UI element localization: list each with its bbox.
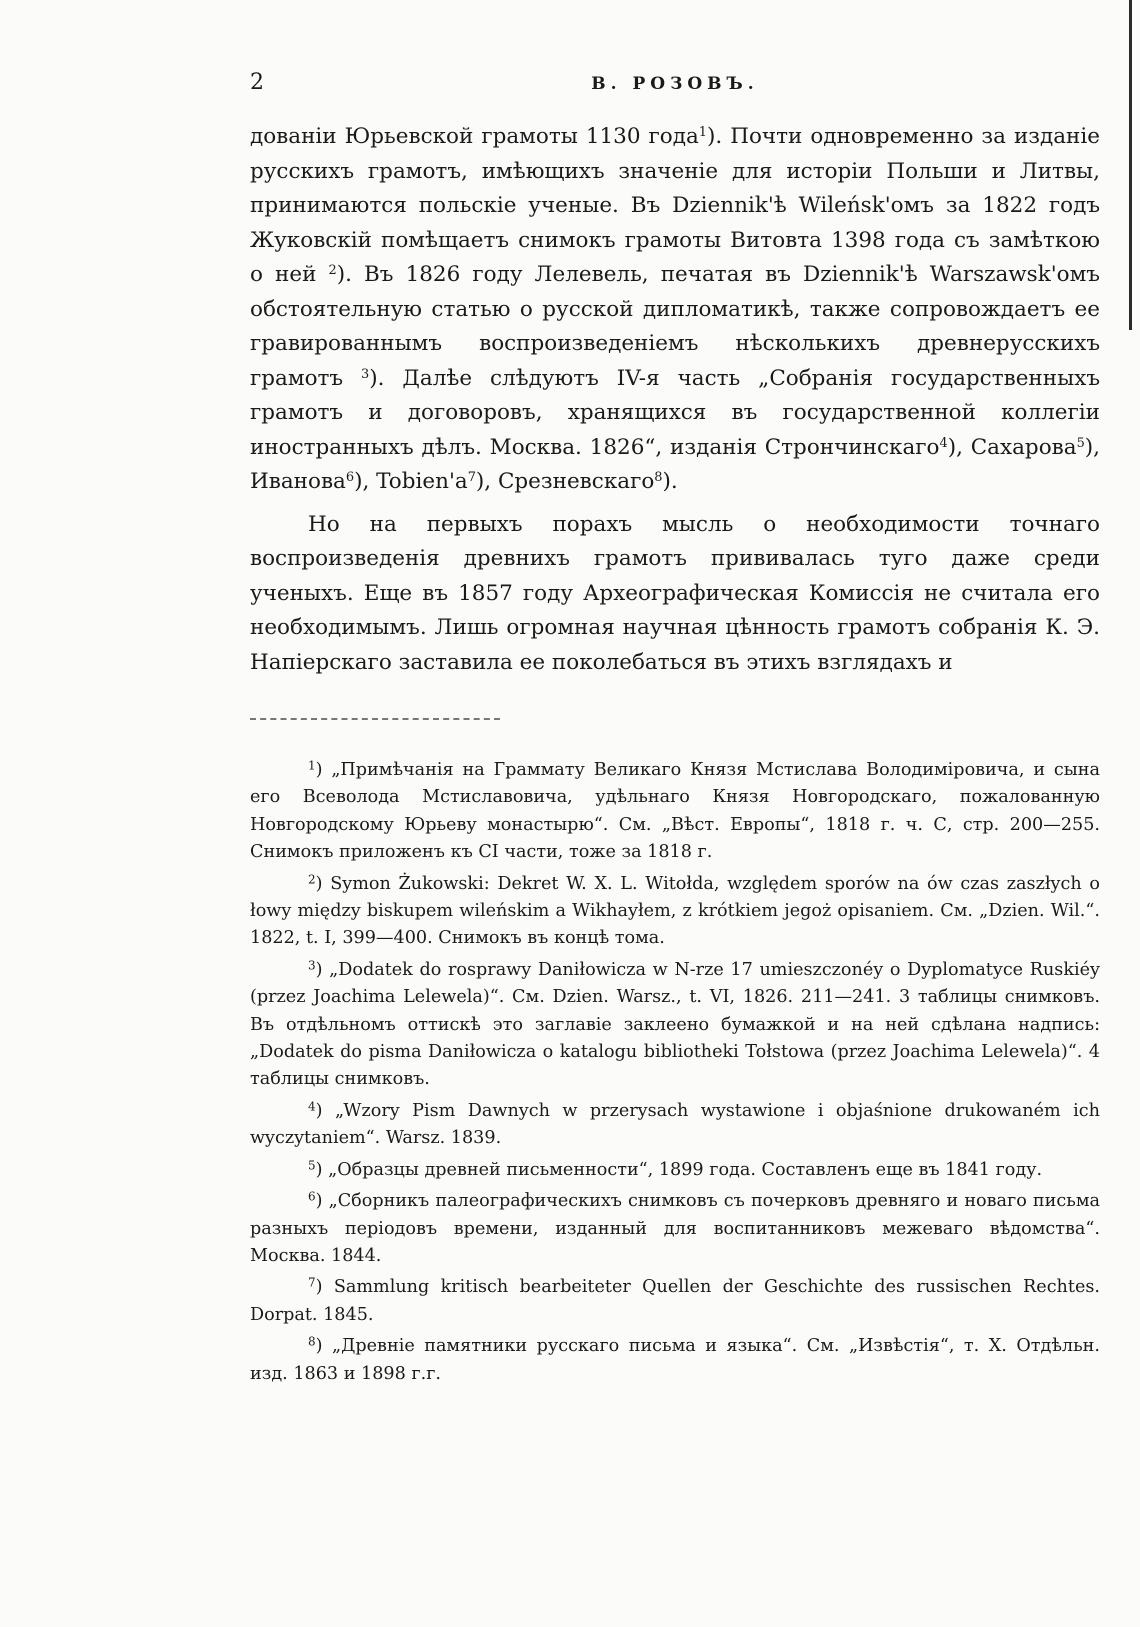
- footnote-text: Symon Żukowski: Dekret W. X. L. Witołda, względem sporów na ów czas zaszłych o łowy między biskupem wileńskim a Wikhayłem, z krótkiem jegoż opisaniem. См. „Dzien. Wil.“. 1822, t. I, 399—400. Снимокъ въ концѣ тома.: [250, 873, 1100, 949]
- paragraph-1-text: ), Срезневскаго: [475, 469, 655, 494]
- footnote-ref[interactable]: 4: [939, 435, 948, 451]
- page-header: [250, 70, 1100, 110]
- footnote: [250, 1333, 1100, 1388]
- footnote-text: „Сборникъ палеографическихъ снимковъ съ почерковъ древняго и новаго письма разныхъ періодовъ времени, изданный для воспитанниковъ межеваго вѣдомства“. Москва. 1844.: [250, 1191, 1100, 1266]
- footnote-separator: [250, 718, 500, 721]
- paragraph-1-text: ). Въ 1826 году Лелевель, печатая въ Dziennik'ѣ Warszawsk'омъ обстоятельную статью о русской дипломатикѣ, также сопровождаетъ ее гравированнымъ воспроизведеніемъ нѣсколькихъ древнерусскихъ грамотъ: [250, 262, 1100, 391]
- footnote-text: „Примѣчанія на Граммату Великаго Князя Мстислава Володиміровича, и сына его Всеволода Мстиславовича, удѣльнаго Князя Новгородскаго, пожалованную Новгородскому Юрьеву монастырю“. См. „Вѣст. Европы“, 1818 г. ч. С, стр. 200—255. Снимокъ приложенъ къ CI части, тоже за 1818 г.: [250, 760, 1100, 863]
- footnote: [250, 1098, 1100, 1153]
- footnote-mark: 2: [308, 872, 316, 887]
- running-head: В. РОЗОВЪ.: [591, 74, 759, 94]
- footnote-mark: 6: [308, 1189, 316, 1204]
- footnote-text: „Dodatek do rosprawy Daniłowicza w N-rze 17 umieszczonéy o Dyplomatyce Ruskiéy (przez Joachima Lelewela)“. См. Dzien. Warsz., t. VI, 1826. 211—241. 3 таблицы снимковъ. Въ отдѣльномъ оттискѣ это заглавіе заклеено бумажкой и на ней сдѣлана надпись: „Dodatek do pisma Daniłowicza o katalogu bibliotheki Tołstowa (przez Joachima Lelewela)“. 4 таблицы снимковъ.: [250, 959, 1100, 1090]
- footnotes: [250, 757, 1100, 1388]
- footnote-ref[interactable]: 1: [698, 124, 707, 140]
- footnote-mark-paren: ): [315, 760, 332, 780]
- footnote-ref[interactable]: 3: [361, 366, 370, 382]
- page-number: 2: [250, 70, 264, 95]
- footnote-mark: 5: [308, 1158, 316, 1173]
- paragraph-1-text: ), Tobien'a: [354, 469, 468, 494]
- footnote-text: „Образцы древней письменности“, 1899 года. Составленъ еще въ 1841 году.: [328, 1159, 1043, 1180]
- footnote-mark: 3: [308, 958, 316, 973]
- footnote-mark-paren: ): [315, 1277, 334, 1298]
- footnote-text: „Wzory Pism Dawnych w przerysach wystawione i objaśnione drukowaném ich wyczytaniem“. Warsz. 1839.: [250, 1100, 1100, 1149]
- footnote-ref[interactable]: 8: [654, 469, 663, 485]
- footnote-mark: 8: [308, 1334, 316, 1349]
- paragraph-1-text: ). Почти одновременно за изданіе русскихъ грамотъ, имѣющихъ значеніе для исторіи Польши и Литвы, принимаются польскіе ученые. Въ Dziennik'ѣ Wileńsk'омъ за 1822 годъ Жуковскій помѣщаетъ снимокъ грамоты Витовта 1398 года съ замѣткою о ней: [250, 124, 1100, 287]
- scan-edge-line: [1129, 0, 1132, 330]
- footnote-mark-paren: ): [315, 1100, 335, 1121]
- footnote-text: „Древніе памятники русскаго письма и языка“. См. „Извѣстія“, т. X. Отдѣльн. изд. 1863 и 1898 г.г.: [250, 1336, 1100, 1384]
- footnote-mark-paren: ): [315, 1336, 332, 1357]
- footnote: [250, 957, 1100, 1094]
- paragraph-1-text: ), Сахарова: [947, 434, 1077, 460]
- footnote-mark-paren: ): [315, 873, 331, 894]
- footnote: [250, 1274, 1100, 1329]
- footnote-ref[interactable]: 6: [345, 469, 355, 485]
- footnote: [250, 1157, 1100, 1184]
- footnote: [250, 757, 1100, 867]
- footnote-mark-paren: ): [315, 1191, 329, 1212]
- paragraph-1-text: дованіи Юрьевской грамоты 1130 года: [250, 124, 699, 149]
- footnote-mark: 4: [308, 1099, 316, 1114]
- footnote-ref[interactable]: 5: [1076, 435, 1085, 451]
- footnote-mark: 1: [308, 758, 316, 773]
- paragraph-1: [250, 120, 1100, 500]
- paragraph-2: Но на первыхъ порахъ мысль о необходимости точнаго воспроизведенія древнихъ грамотъ прививалась туго даже среди ученыхъ. Еще въ 1857 году Археографическая Комиссія не считала его необходимымъ. Лишь огромная научная цѣнность грамотъ собранія К. Э. Напіерскаго заставила ее поколебаться въ этихъ взглядахъ и: [250, 511, 1100, 675]
- footnote: [250, 1188, 1100, 1270]
- footnote-text: Sammlung kritisch bearbeiteter Quellen der Geschichte des russischen Rechtes. Dorpat. 1845.: [250, 1277, 1100, 1325]
- footnote-mark-paren: ): [315, 1159, 329, 1180]
- paragraph-1-text: ), Иванова: [250, 434, 1100, 494]
- footnote-mark-paren: ): [315, 959, 330, 980]
- book-page: [250, 70, 1100, 1392]
- footnote: [250, 871, 1100, 953]
- footnote-ref[interactable]: 2: [328, 262, 337, 278]
- main-text: [250, 120, 1100, 680]
- footnote-ref[interactable]: 7: [467, 469, 476, 485]
- footnote-mark: 7: [308, 1275, 316, 1290]
- paragraph-1-text: ).: [662, 469, 678, 494]
- paragraph-1-text: ). Далѣе слѣдуютъ IV-я часть „Собранія государственныхъ грамотъ и договоровъ, хранящихся въ государственной коллегіи иностранныхъ дѣлъ. Москва. 1826“, изданія Стрончинскаго: [250, 365, 1100, 460]
